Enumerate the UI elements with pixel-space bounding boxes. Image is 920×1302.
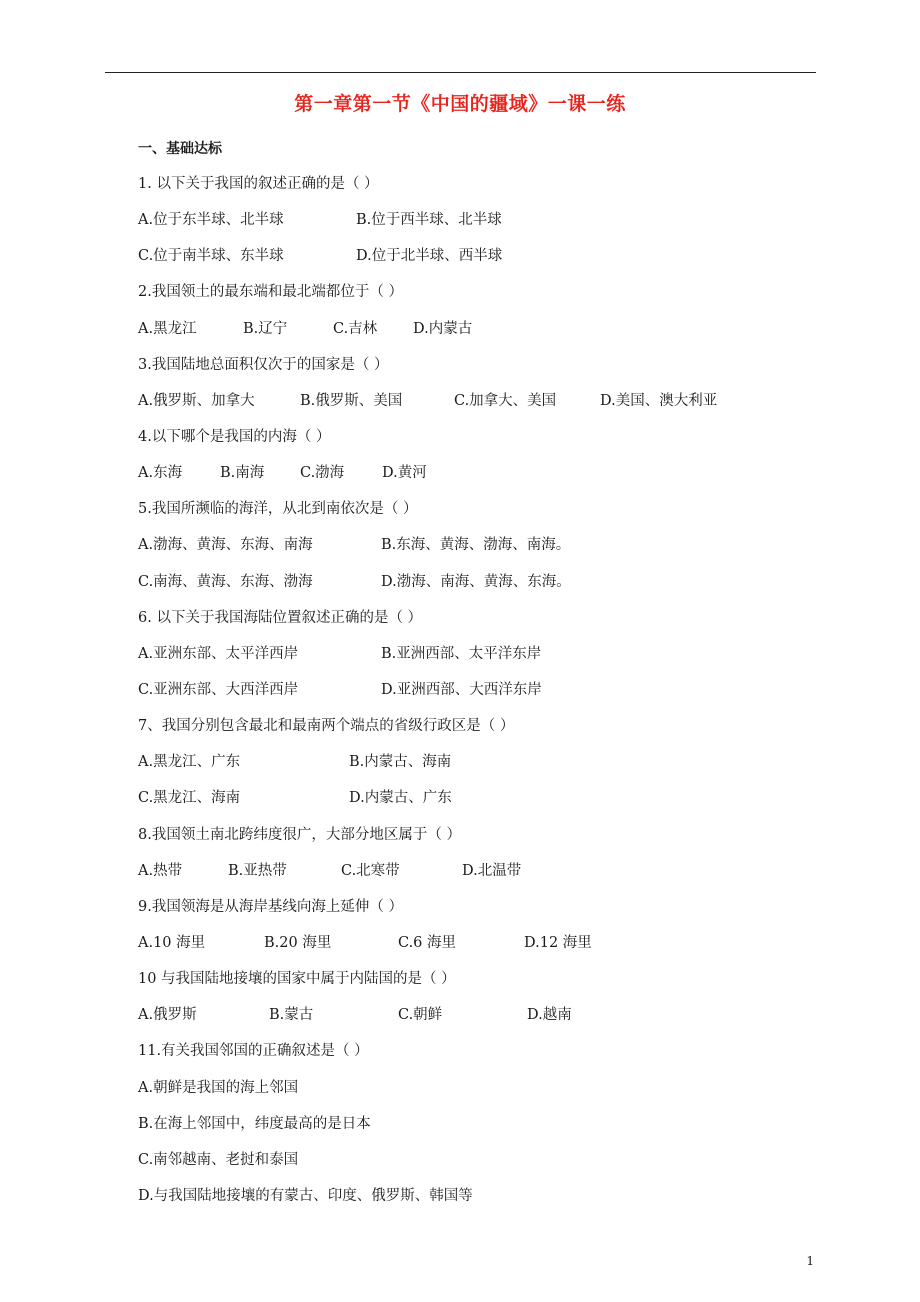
option-a: A.俄罗斯、加拿大	[138, 392, 255, 409]
option-b: B.辽宁	[243, 320, 288, 337]
option-c: C.朝鲜	[398, 1007, 443, 1024]
question-stem: 5.我国所濒临的海洋，从北到南依次是（ ）	[138, 501, 418, 518]
option-d: D.亚洲西部、大西洋东岸	[381, 681, 542, 698]
question-stem: 10 与我国陆地接壤的国家中属于内陆国的是（ ）	[138, 971, 456, 988]
option-d: D.内蒙古、广东	[349, 790, 452, 807]
option-d: D.与我国陆地接壤的有蒙古、印度、俄罗斯、韩国等	[138, 1187, 473, 1204]
option-b: B.亚热带	[228, 862, 287, 879]
option-d: D.内蒙古	[413, 320, 473, 337]
option-d: D.越南	[527, 1007, 572, 1024]
option-b: B.在海上邻国中，纬度最高的是日本	[138, 1115, 371, 1132]
section-heading: 一、基础达标	[138, 141, 222, 157]
option-a: A.俄罗斯	[138, 1007, 197, 1024]
option-row	[138, 786, 828, 822]
option-row	[138, 750, 828, 786]
option-c: C.亚洲东部、大西洋西岸	[138, 681, 299, 698]
option-c: C.北寒带	[341, 862, 400, 879]
option-row	[138, 1003, 828, 1039]
option-a: A.10 海里	[138, 934, 206, 951]
option-b: B.南海	[220, 465, 265, 482]
option-row	[138, 317, 828, 353]
page-number: 1	[806, 1254, 814, 1268]
option-c: C.位于南半球、东半球	[138, 248, 284, 265]
question-stem: 3.我国陆地总面积仅次于的国家是（ ）	[138, 356, 389, 373]
option-row	[138, 642, 828, 678]
option-a: A.热带	[138, 862, 183, 879]
question-stem: 7、我国分别包含最北和最南两个端点的省级行政区是（ ）	[138, 718, 515, 735]
option-a: A.亚洲东部、太平洋西岸	[138, 645, 299, 662]
page-title: 第一章第一节《中国的疆域》一课一练	[294, 93, 626, 115]
option-a: A.渤海、黄海、东海、南海	[138, 537, 313, 554]
option-b: B.位于西半球、北半球	[356, 212, 502, 229]
option-a: A.东海	[138, 465, 183, 482]
question-stem: 11.有关我国邻国的正确叙述是（ ）	[138, 1043, 369, 1060]
question-list	[138, 172, 828, 1220]
option-row	[138, 678, 828, 714]
option-c: C.6 海里	[398, 934, 457, 951]
option-d: D.位于北半球、西半球	[356, 248, 503, 265]
option-c: C.吉林	[333, 320, 378, 337]
question-stem: 6. 以下关于我国海陆位置叙述正确的是（ ）	[138, 609, 423, 626]
option-row	[138, 244, 828, 280]
option-d: D.黄河	[382, 465, 427, 482]
option-row	[138, 208, 828, 244]
option-b: B.俄罗斯、美国	[300, 392, 403, 409]
option-b: B.亚洲西部、太平洋东岸	[381, 645, 542, 662]
option-c: C.黑龙江、海南	[138, 790, 241, 807]
option-row	[138, 931, 828, 967]
question-stem: 2.我国领土的最东端和最北端都位于（ ）	[138, 284, 403, 301]
header-rule	[105, 72, 816, 73]
option-b: B.内蒙古、海南	[349, 754, 452, 771]
option-c: C.南海、黄海、东海、渤海	[138, 573, 313, 590]
question-stem: 8.我国领土南北跨纬度很广，大部分地区属于（ ）	[138, 826, 461, 843]
option-d: D.渤海、南海、黄海、东海。	[381, 573, 571, 590]
option-c: C.加拿大、美国	[454, 392, 557, 409]
option-d: D.12 海里	[524, 934, 592, 951]
option-b: B.东海、黄海、渤海、南海。	[381, 537, 571, 554]
option-row	[138, 570, 828, 606]
option-c: C.渤海	[300, 465, 345, 482]
question-stem: 9.我国领海是从海岸基线向海上延伸（ ）	[138, 898, 403, 915]
option-a: A.位于东半球、北半球	[138, 212, 284, 229]
option-a: A.黑龙江、广东	[138, 754, 241, 771]
question-stem: 1. 以下关于我国的叙述正确的是（ ）	[138, 176, 379, 192]
option-a: A.朝鲜是我国的海上邻国	[138, 1079, 299, 1096]
option-d: D.北温带	[462, 862, 522, 879]
option-row	[138, 389, 828, 425]
option-row	[138, 461, 828, 497]
question-stem: 4.以下哪个是我国的内海（ ）	[138, 428, 331, 445]
option-row	[138, 859, 828, 895]
option-c: C.南邻越南、老挝和泰国	[138, 1151, 299, 1168]
option-b: B.蒙古	[269, 1007, 314, 1024]
option-d: D.美国、澳大利亚	[600, 392, 718, 409]
option-row	[138, 533, 828, 569]
option-a: A.黑龙江	[138, 320, 197, 337]
option-b: B.20 海里	[264, 934, 332, 951]
